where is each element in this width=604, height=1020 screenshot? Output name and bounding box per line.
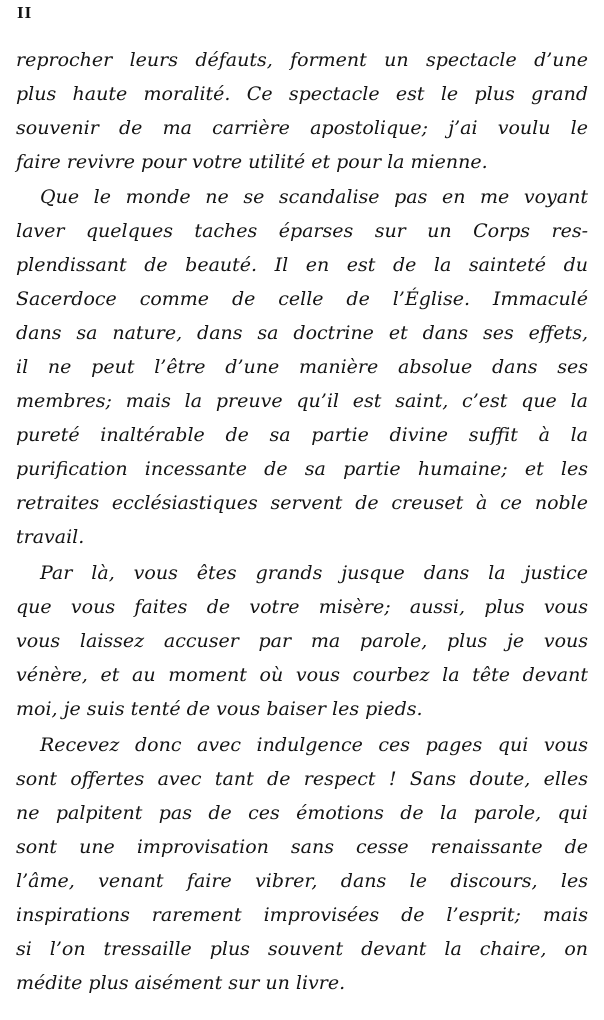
text-line: vénère, et au moment où vous courbez la tête devant — [16, 664, 588, 686]
page-number: II — [17, 3, 33, 22]
text-line: pureté inaltérable de sa partie divine suffit à la — [16, 424, 588, 446]
text-line: travail. — [16, 526, 85, 548]
text-line: souvenir de ma carrière apostolique; j’ai voulu le — [16, 117, 588, 139]
text-line: Recevez donc avec indulgence ces pages qui vous — [40, 734, 588, 756]
text-line: membres; mais la preuve qu’il est saint, c’est que la — [16, 390, 588, 412]
text-line: inspirations rarement improvisées de l’esprit; mais — [16, 904, 588, 926]
text-line: ne palpitent pas de ces émotions de la parole, qui — [16, 802, 588, 824]
text-line: si l’on tressaille plus souvent devant la chaire, on — [16, 938, 588, 960]
text-line: vous laissez accuser par ma parole, plus je vous — [16, 630, 588, 652]
text-line: sont une improvisation sans cesse renaissante de — [16, 836, 588, 858]
text-line: l’âme, venant faire vibrer, dans le discours, les — [16, 870, 588, 892]
text-line: laver quelques taches éparses sur un Corps res- — [16, 220, 588, 242]
text-line: Sacerdoce comme de celle de l’Église. Immaculé — [16, 288, 588, 310]
text-line: Que le monde ne se scandalise pas en me voyant — [40, 186, 588, 208]
text-line: moi, je suis tenté de vous baiser les pieds. — [16, 698, 423, 720]
text-line: il ne peut l’être d’une manière absolue dans ses — [16, 356, 588, 378]
text-line: Par là, vous êtes grands jusque dans la justice — [40, 562, 588, 584]
text-line: faire revivre pour votre utilité et pour la mienne. — [16, 151, 488, 173]
text-line: reprocher leurs défauts, forment un spectacle d’une — [16, 49, 588, 71]
text-line: sont offertes avec tant de respect ! Sans doute, elles — [16, 768, 588, 790]
text-line: plus haute moralité. Ce spectacle est le plus grand — [16, 83, 588, 105]
text-line: retraites ecclésiastiques servent de creuset à ce noble — [16, 492, 588, 514]
text-line: médite plus aisément sur un livre. — [16, 972, 346, 994]
text-line: dans sa nature, dans sa doctrine et dans ses effets, — [16, 322, 588, 344]
text-line: plendissant de beauté. Il en est de la sainteté du — [16, 254, 588, 276]
text-line: que vous faites de votre misère; aussi, plus vous — [16, 596, 588, 618]
text-line: purification incessante de sa partie humaine; et les — [16, 458, 588, 480]
